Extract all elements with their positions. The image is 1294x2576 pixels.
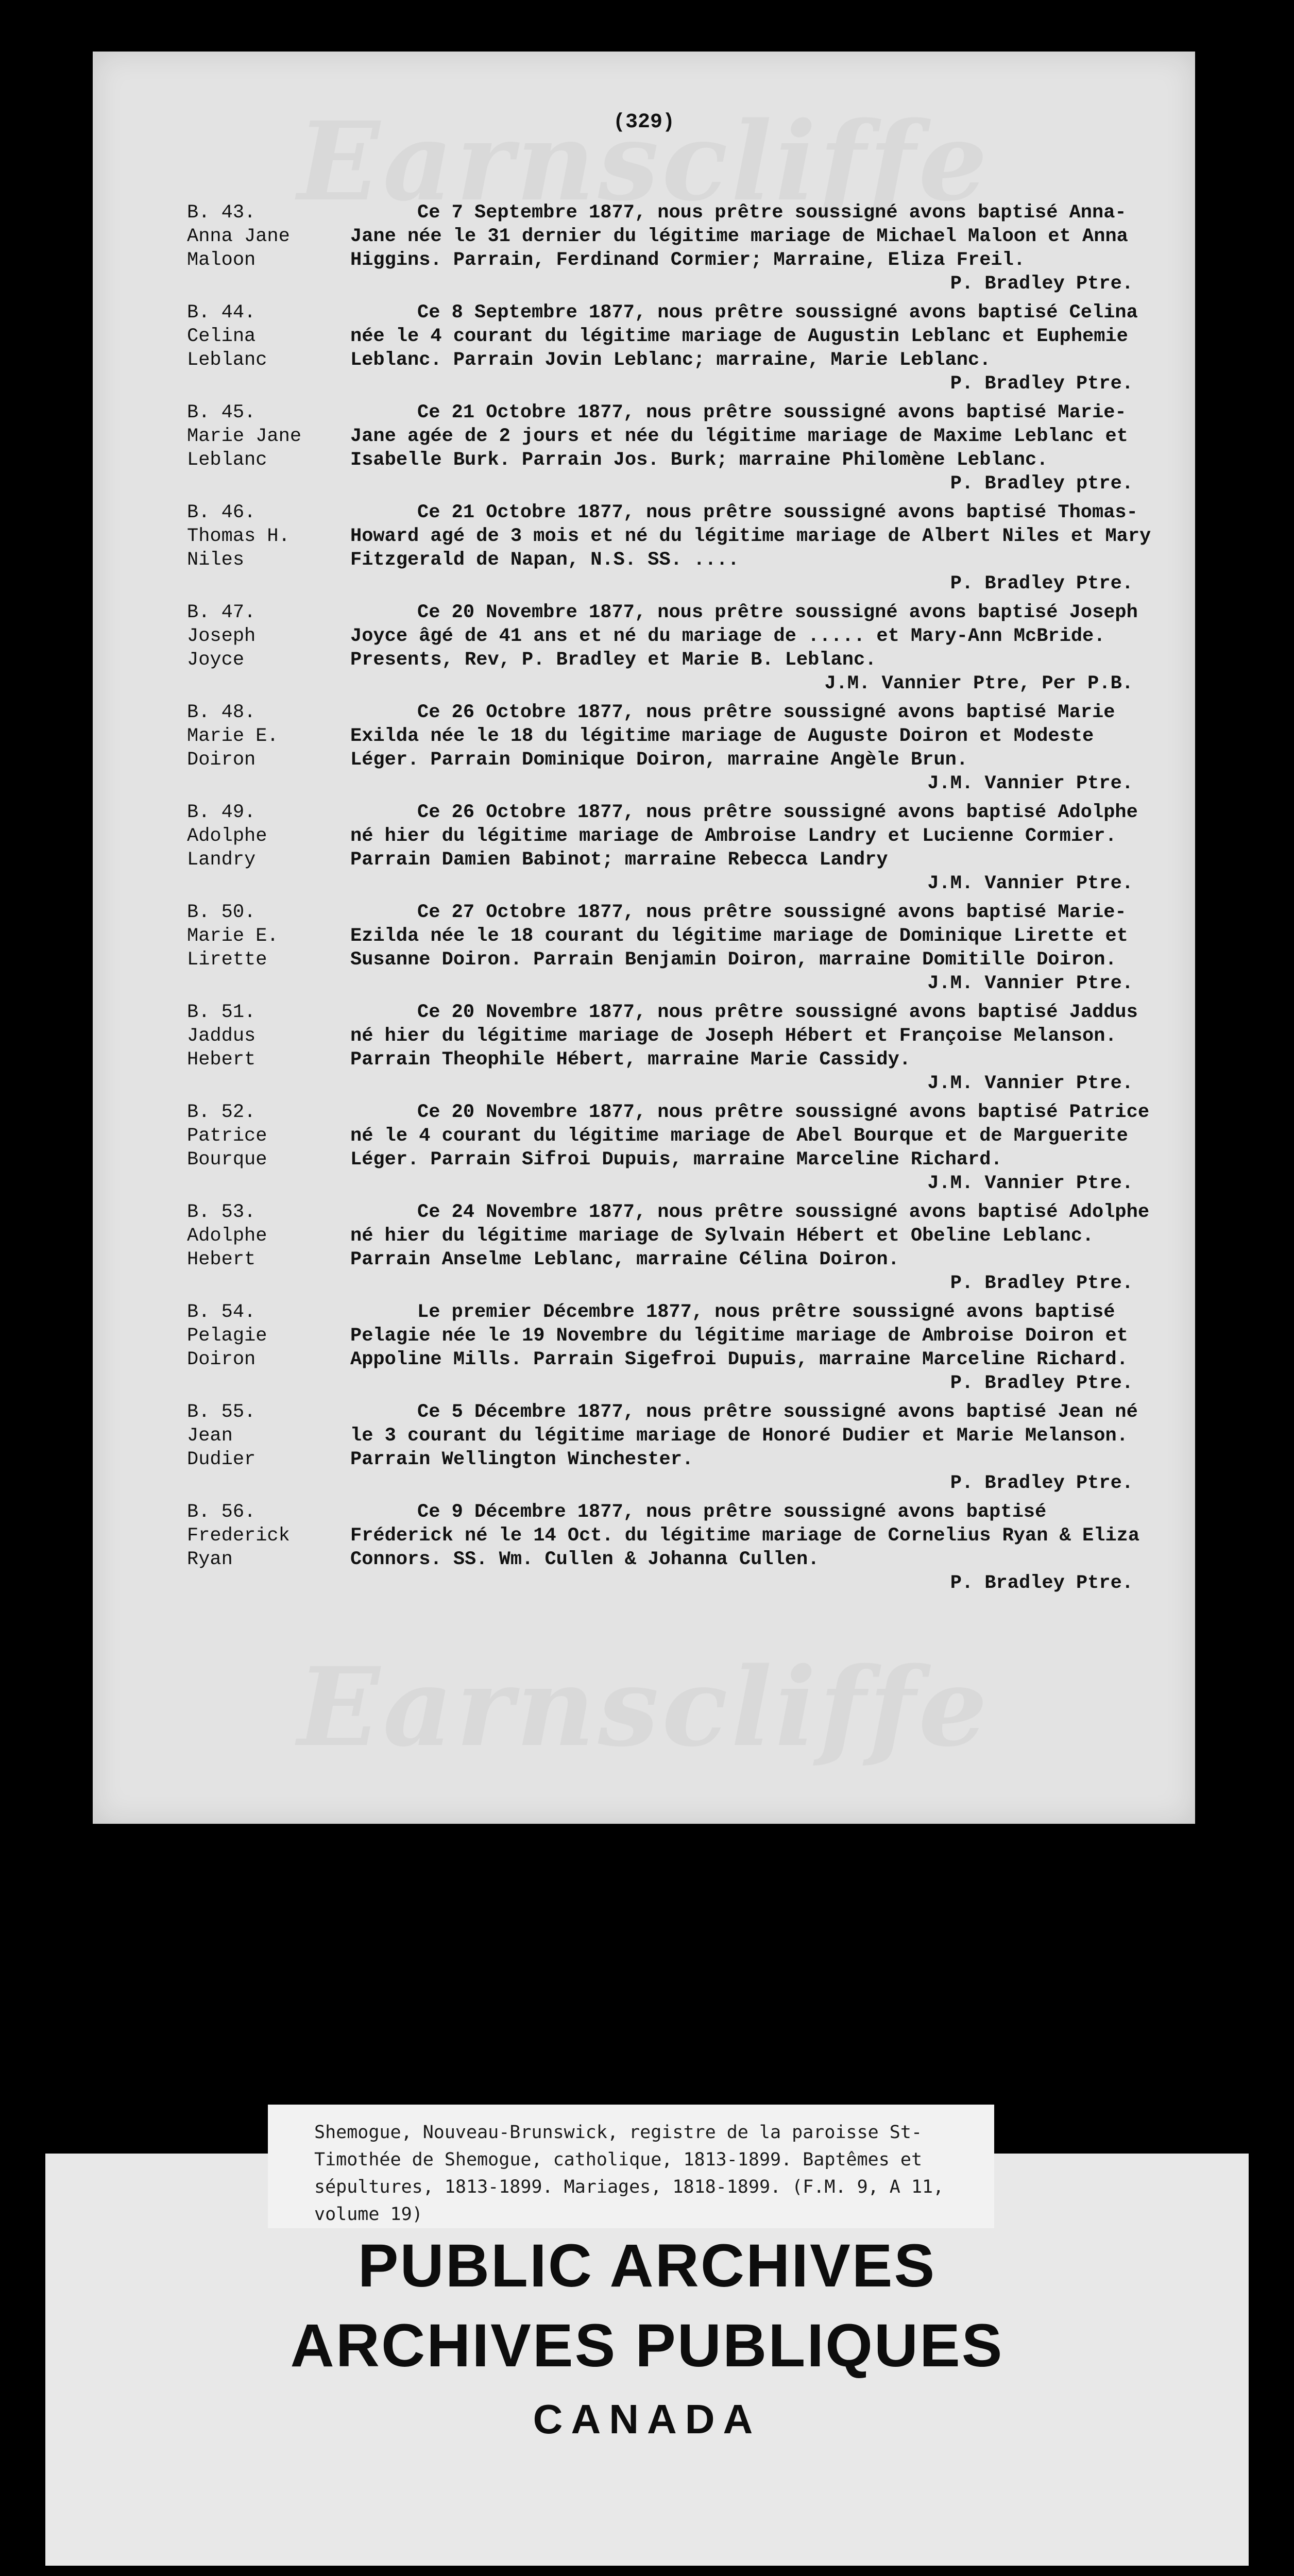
baptism-entry (93, 1100, 1195, 1195)
entry-text: Ce 20 Novembre 1877, nous prêtre soussigné avons baptisé Patrice né le 4 courant du légitime mariage de Abel Bourque et de Marguerite Léger. Parrain Sifroi Dupuis, marraine Marceline Richard. (350, 1101, 1150, 1171)
entry-signature: J.M. Vannier Ptre, Per P.B. (824, 673, 1133, 694)
entry-signature: P. Bradley Ptre. (950, 273, 1133, 295)
entry-text: Le premier Décembre 1877, nous prêtre soussigné avons baptisé Pelagie née le 19 Novembre du légitime mariage de Ambroise Doiron et Appoline Mills. Parrain Sigefroi Dupuis, marraine Marceline Richard. (350, 1301, 1128, 1370)
entry-margin-note: B. 51. Jaddus Hebert (187, 1002, 256, 1071)
entry-signature: P. Bradley Ptre. (950, 373, 1133, 395)
entry-signature: P. Bradley Ptre. (950, 1572, 1133, 1594)
entry-text: Ce 20 Novembre 1877, nous prêtre soussigné avons baptisé Jaddus né hier du légitime mariage de Joseph Hébert et Françoise Melanson. Parrain Theophile Hébert, marraine Marie Cassidy. (350, 1002, 1138, 1071)
baptism-entry (93, 1400, 1195, 1495)
entry-text: Ce 27 Octobre 1877, nous prêtre soussigné avons baptisé Marie- Ezilda née le 18 courant du légitime mariage de Dominique Lirette et Susanne Doiron. Parrain Benjamin Doiron, marraine Domitille Doiron. (350, 902, 1128, 971)
baptism-entries (93, 201, 1195, 1600)
baptism-entry (93, 1300, 1195, 1395)
entry-text: Ce 20 Novembre 1877, nous prêtre soussigné avons baptisé Joseph Joyce âgé de 41 ans et né du mariage de ..... et Mary-Ann McBride. Presents, Rev, P. Bradley et Marie B. Leblanc. (350, 602, 1138, 671)
archives-title-english: PUBLIC ARCHIVES (357, 2232, 937, 2300)
entry-signature: P. Bradley Ptre. (950, 1372, 1133, 1394)
baptism-entry (93, 201, 1195, 296)
entry-margin-note: B. 46. Thomas H. Niles (187, 502, 290, 571)
entry-margin-note: B. 56. Frederick Ryan (187, 1501, 290, 1570)
entry-margin-note: B. 48. Marie E. Doiron (187, 702, 279, 771)
archives-title-french: ARCHIVES PUBLIQUES (290, 2312, 1004, 2380)
entry-signature: J.M. Vannier Ptre. (927, 773, 1133, 794)
baptism-entry (93, 401, 1195, 496)
baptism-entry (93, 1001, 1195, 1095)
entry-margin-note: B. 54. Pelagie Doiron (187, 1301, 267, 1370)
entry-signature: J.M. Vannier Ptre. (927, 1073, 1133, 1094)
entry-signature: J.M. Vannier Ptre. (927, 1173, 1133, 1194)
register-page (93, 52, 1195, 1824)
entry-signature: J.M. Vannier Ptre. (927, 973, 1133, 994)
entry-text: Ce 26 Octobre 1877, nous prêtre soussigné avons baptisé Adolphe né hier du légitime mariage de Ambroise Landry et Lucienne Cormier. Parrain Damien Babinot; marraine Rebecca Landry (350, 802, 1138, 871)
entry-margin-note: B. 55. Jean Dudier (187, 1401, 256, 1470)
archives-country: CANADA (533, 2396, 761, 2442)
entry-margin-note: B. 43. Anna Jane Maloon (187, 202, 290, 271)
entry-text: Ce 5 Décembre 1877, nous prêtre soussigné avons baptisé Jean né le 3 courant du légitime mariage de Honoré Dudier et Marie Melanson. Parrain Wellington Winchester. (350, 1401, 1138, 1470)
entry-text: Ce 7 Septembre 1877, nous prêtre soussigné avons baptisé Anna-Jane née le 31 dernier du légitime mariage de Michael Maloon et Anna Higgins. Parrain, Ferdinand Cormier; Marraine, Eliza Freil. (350, 202, 1128, 271)
entry-margin-note: B. 52. Patrice Bourque (187, 1101, 267, 1171)
baptism-entry (93, 301, 1195, 396)
entry-signature: P. Bradley ptre. (950, 473, 1133, 495)
watermark-bottom (93, 1643, 1195, 1771)
baptism-entry (93, 1200, 1195, 1295)
baptism-entry (93, 601, 1195, 696)
baptism-entry (93, 501, 1195, 596)
entry-margin-note: B. 47. Joseph Joyce (187, 602, 256, 671)
baptism-entry (93, 701, 1195, 795)
source-note: Shemogue, Nouveau-Brunswick, registre de la paroisse St-Timothée de Shemogue, catholique, 1813-1899. Baptêmes et sépultures, 1813-1899. Mariages, 1818-1899. (F.M. 9, A 11, volume 19) (268, 2105, 994, 2228)
baptism-entry (93, 1500, 1195, 1595)
entry-margin-note: B. 53. Adolphe Hebert (187, 1201, 267, 1270)
entry-text: Ce 8 Septembre 1877, nous prêtre soussigné avons baptisé Celina née le 4 courant du légitime mariage de Augustin Leblanc et Euphemie Leblanc. Parrain Jovin Leblanc; marraine, Marie Leblanc. (350, 302, 1138, 371)
entry-text: Ce 26 Octobre 1877, nous prêtre soussigné avons baptisé Marie Exilda née le 18 du légitime mariage de Auguste Doiron et Modeste Léger. Parrain Dominique Doiron, marraine Angèle Brun. (350, 702, 1115, 771)
entry-margin-note: B. 44. Celina Leblanc (187, 302, 267, 371)
entry-text: Ce 24 Novembre 1877, nous prêtre soussigné avons baptisé Adolphe né hier du légitime mariage de Sylvain Hébert et Obeline Leblanc. Parrain Anselme Leblanc, marraine Célina Doiron. (350, 1201, 1150, 1270)
baptism-entry (93, 901, 1195, 995)
entry-margin-note: B. 50. Marie E. Lirette (187, 902, 279, 971)
entry-signature: P. Bradley Ptre. (950, 1273, 1133, 1294)
entry-text: Ce 21 Octobre 1877, nous prêtre soussigné avons baptisé Thomas-Howard agé de 3 mois et né du légitime mariage de Albert Niles et Mary Fitzgerald de Napan, N.S. SS. .... (350, 502, 1151, 571)
baptism-entry (93, 801, 1195, 895)
entry-text: Ce 9 Décembre 1877, nous prêtre soussigné avons baptisé Fréderick né le 14 Oct. du légitime mariage de Cornelius Ryan & Eliza Connors. SS. Wm. Cullen & Johanna Cullen. (350, 1501, 1140, 1570)
entry-margin-note: B. 45. Marie Jane Leblanc (187, 402, 302, 471)
page-number: (329) (612, 111, 675, 134)
entry-signature: J.M. Vannier Ptre. (927, 873, 1133, 894)
entry-margin-note: B. 49. Adolphe Landry (187, 802, 267, 871)
entry-text: Ce 21 Octobre 1877, nous prêtre soussigné avons baptisé Marie-Jane agée de 2 jours et née du légitime mariage de Maxime Leblanc et Isabelle Burk. Parrain Jos. Burk; marraine Philomène Leblanc. (350, 402, 1128, 471)
entry-signature: P. Bradley Ptre. (950, 1472, 1133, 1494)
entry-signature: P. Bradley Ptre. (950, 573, 1133, 595)
